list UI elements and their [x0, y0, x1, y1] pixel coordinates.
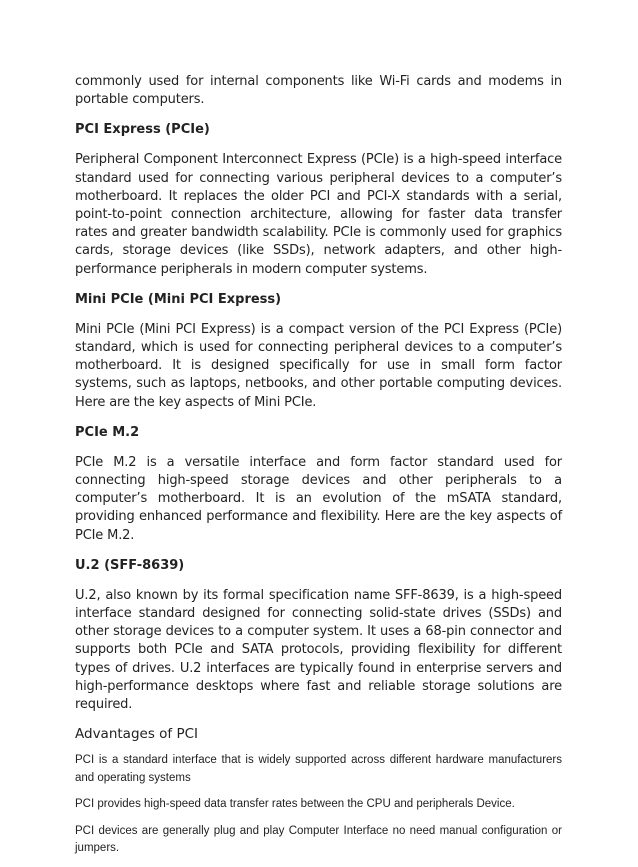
section-body-u2: U.2, also known by its formal specification name SFF-8639, is a high-speed interface standard designed for connecting solid-state drives (SSDs) and other storage devices to a computer system. It uses a 68-pin connector and supports both PCIe and SATA protocols, providing flexibility for different types of drives. U.2 interfaces are typically found in enterprise servers and high-performance desktops where fast and reliable storage solutions are required.	[75, 587, 562, 713]
section-body-pcie: Peripheral Component Interconnect Express (PCIe) is a high-speed interface standard used for connecting various peripheral devices to a computer’s motherboard. It replaces the older PCI and PCI-X standards with a serial, point-to-point connection architecture, allowing for faster data transfer rates and greater bandwidth scalability. PCIe is commonly used for graphics cards, storage devices (like SSDs), network adapters, and other high-performance peripherals in modern computer systems.	[75, 152, 562, 277]
advantages-heading: Advantages of PCI	[75, 726, 199, 743]
intro-paragraph: commonly used for internal components like Wi-Fi cards and modems in portable computers.	[75, 74, 562, 108]
advantage-item: PCI provides high-speed data transfer rates between the CPU and peripherals Device.	[75, 798, 515, 811]
section-heading-u2: U.2 (SFF-8639)	[75, 557, 185, 573]
section-body-pcie-m2: PCIe M.2 is a versatile interface and form factor standard used for connecting high-speed storage devices and other peripherals to a computer’s motherboard. It is an evolution of the mSATA standard, providing enhanced performance and flexibility. Here are the key aspects of PCIe M.2.	[75, 454, 562, 543]
section-heading-pcie-m2: PCIe M.2	[75, 424, 140, 440]
section-heading-pcie: PCI Express (PCIe)	[75, 122, 210, 138]
advantage-item: PCI is a standard interface that is widely supported across different hardware manufacturers and operating systems	[75, 754, 562, 784]
document-content	[75, 73, 562, 867]
advantage-item: PCI devices are generally plug and play Computer Interface no need manual configuration or jumpers.	[75, 824, 562, 855]
section-body-mini-pcie: Mini PCIe (Mini PCI Express) is a compact version of the PCI Express (PCIe) standard, which is used for connecting peripheral devices to a computer’s motherboard. It is designed specifically for use in small form factor systems, such as laptops, netbooks, and other portable computing devices. Here are the key aspects of Mini PCIe.	[75, 321, 562, 410]
section-heading-mini-pcie: Mini PCIe (Mini PCI Express)	[75, 291, 282, 307]
